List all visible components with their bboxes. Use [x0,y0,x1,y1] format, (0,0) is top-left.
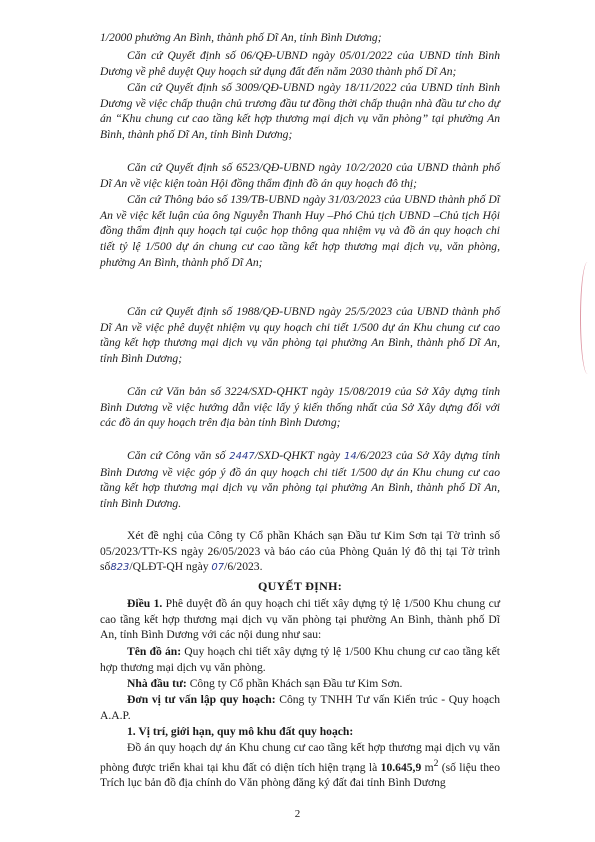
handwritten-day: 07 [211,562,225,574]
page-number: 2 [294,808,301,820]
text-segment: Đồ án quy hoạch dự án Khu chung cư cao tầng kết hợp thương mại dịch vụ văn phòng được triển khai tại khu đất có diện tích hiện trạng là [100,741,500,774]
article-label: Điều 1. [127,597,163,610]
section-heading-location: 1. Vị trí, giới hạn, quy mô khu đất quy hoạch: [127,725,354,738]
paragraph-project-name [100,644,500,675]
paragraph-legal-basis-3224: Căn cứ Văn bản số 3224/SXD-QHKT ngày 15/08/2019 của Sở Xây dựng tỉnh Bình Dương về việc hướng dẫn việc lấy ý kiến thống nhất của Sở Xây dựng đối với các đồ án quy hoạch trên địa bàn tỉnh Bình Dương; [100,385,500,430]
decision-heading: QUYẾT ĐỊNH: [257,579,343,593]
field-label: Đơn vị tư vấn lập quy hoạch: [127,693,276,706]
text-segment: (số liệu theo Trích lục bản đồ địa chính do Văn phòng đăng ký đất đai tỉnh Bình Dương [100,760,500,790]
paragraph-proposal [100,528,500,576]
text-segment: m [421,760,434,774]
area-value: 10.645,9 [380,760,422,774]
stamp-seal-edge [580,262,595,374]
paragraph-legal-basis-1988: Căn cứ Quyết định số 1988/QĐ-UBND ngày 25/5/2023 của UBND thành phố Dĩ An về việc phê duyệt nhiệm vụ quy hoạch chi tiết 1/500 dự án Khu chung cư cao tầng kết hợp thương mại dịch vụ văn phòng tại phường An Bình, thành phố Dĩ An, tỉnh Bình Dương; [100,305,500,366]
paragraph-legal-basis-sxd [100,448,500,512]
text-segment: Công ty Cổ phần Khách sạn Đầu tư Kim Sơn. [186,677,403,690]
text-segment: Xét đề nghị của Công ty Cổ phần Khách sạn Đầu tư Kim Sơn tại Tờ trình số 05/2023/TTr-KS ngày 26/05/2023 và báo cáo của Phòng Quản lý đô thị tại Tờ trình số [100,529,500,574]
paragraph-continuation: 1/2000 phường An Bình, thành phố Dĩ An, tỉnh Bình Dương; [100,31,382,44]
paragraph-investor [100,676,500,692]
paragraph-location [100,740,500,791]
text-segment: Phê duyệt đồ án quy hoạch chi tiết xây dựng tỷ lệ 1/500 Khu chung cư cao tầng kết hợp thương mại dịch vụ văn phòng tại phường An Bình, thành phố Dĩ An, tỉnh Bình Dương với các nội dung như sau: [100,597,500,642]
text-segment: /SXD-QHKT ngày [254,449,345,462]
text-segment: /6/2023 của Sở Xây dựng tỉnh Bình Dương về việc góp ý đồ án quy hoạch chi tiết 1/500 dự án Khu chung cư cao tầng kết hợp thương mại dịch vụ văn phòng tại phường An Bình, thành phố Dĩ An, tỉnh Bình Dương. [100,449,500,511]
text-segment: Quy hoạch chi tiết xây dựng tỷ lệ 1/500 Khu chung cư cao tầng kết hợp thương mại dịch vụ văn phòng. [100,645,500,674]
paragraph-legal-basis-3009: Căn cứ Quyết định số 3009/QĐ-UBND ngày 18/11/2022 của UBND tỉnh Bình Dương về việc chấp thuận chủ trương đầu tư đồng thời chấp thuận nhà đầu tư cho dự án “Khu chung cư cao tầng kết hợp thương mại dịch vụ văn phòng” tại phường An Bình, thành phố Dĩ An, tỉnh Bình Dương; [100,81,500,142]
paragraph-article-1 [100,596,500,643]
paragraph-legal-basis-139: Căn cứ Thông báo số 139/TB-UBND ngày 31/03/2023 của UBND thành phố Dĩ An về việc kết luận của ông Nguyễn Thanh Huy –Phó Chủ tịch UBND –Chủ tịch Hội đồng thẩm định quy hoạch tại cuộc họp thông qua nhiệm vụ và đồ án quy hoạch chi tiết tỷ lệ 1/500 dự án chung cư cao tầng kết hợp thương mại dịch vụ, văn phòng, phường An Bình, thành phố Dĩ An; [100,193,500,269]
field-label: Nhà đầu tư: [127,677,187,690]
field-label: Tên đồ án: [127,645,182,658]
unit-superscript: 2 [433,757,439,769]
paragraph-legal-basis-6523: Căn cứ Quyết định số 6523/QĐ-UBND ngày 10/2/2020 của UBND thành phố Dĩ An về việc kiện toàn Hội đồng thẩm định đồ án quy hoạch đô thị; [100,161,500,190]
handwritten-number: 823 [110,562,130,574]
paragraph-consultant [100,692,500,723]
text-segment: /QLĐT-QH ngày [129,560,212,574]
handwritten-number: 2447 [229,451,255,462]
text-segment: Căn cứ Công văn số [127,449,230,462]
handwritten-day: 14 [344,451,357,462]
text-segment: /6/2023. [224,560,263,574]
paragraph-legal-basis-06: Căn cứ Quyết định số 06/QĐ-UBND ngày 05/01/2022 của UBND tỉnh Bình Dương về phê duyệt Quy hoạch sử dụng đất đến năm 2030 thành phố Dĩ An; [100,49,500,78]
text-segment: Công ty TNHH Tư vấn Kiến trúc - Quy hoạch A.A.P. [100,693,500,722]
